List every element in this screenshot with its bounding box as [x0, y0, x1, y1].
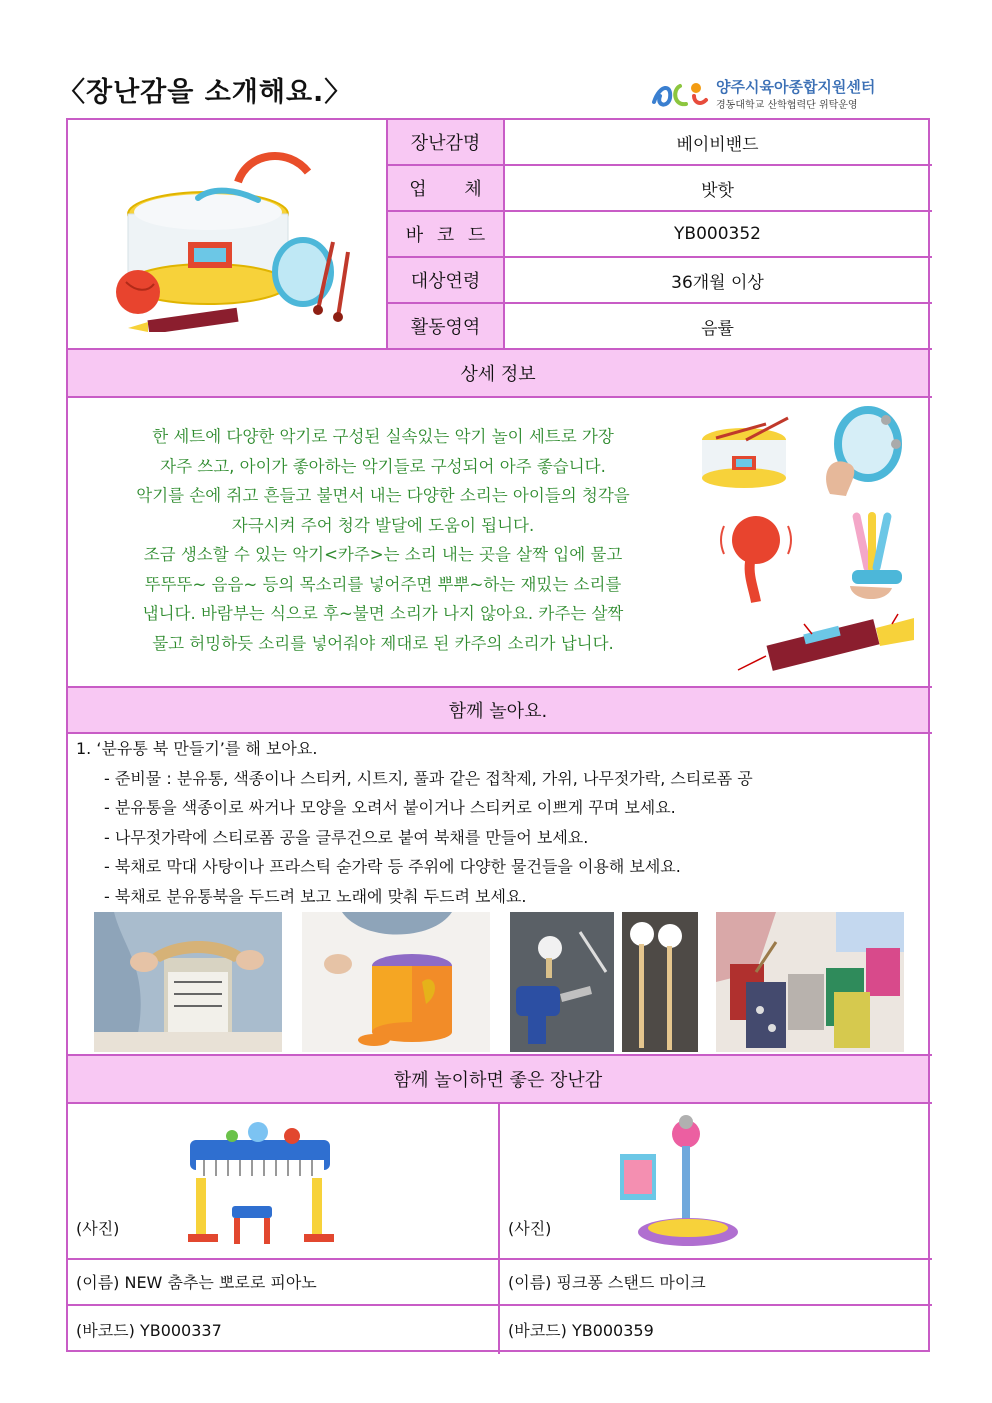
activity-item: - 준비물 : 분유통, 색종이나 스티커, 시트지, 풀과 같은 접착제, 가위, 나무젓가락, 스티로폼 공 [104, 768, 753, 788]
kazoo-photo [708, 610, 928, 682]
logo-name: 양주시육아종합지원센터 [716, 78, 876, 96]
label-barcode [388, 212, 503, 256]
detail-heading: 상세 정보 [68, 350, 928, 396]
recommend-heading: 함께 놀이하면 좋은 장난감 [68, 1056, 928, 1102]
activity-photo-can-drums [716, 912, 904, 1052]
activity-list [76, 734, 926, 911]
activity-item: - 북채로 막대 사탕이나 프라스틱 숟가락 등 주위에 다양한 물건들을 이용해 보세요. [104, 857, 681, 876]
label-barcode-text: 바 코 드 [405, 225, 486, 246]
pinkfong-mic-photo [616, 1110, 746, 1250]
activity-photo-drumsticks [622, 912, 698, 1052]
value-barcode: YB000352 [674, 224, 761, 244]
activity-title: 1. ‘분유통 북 만들기’를 해 보아요. [76, 739, 318, 758]
toy-info-sheet [66, 118, 930, 1352]
rec-name-2: (이름) 핑크퐁 스탠드 마이크 [508, 1273, 706, 1292]
value-toy-name: 베이비밴드 [676, 134, 759, 155]
detail-line: 뚜뚜뚜~ 음음~ 등의 목소리를 넣어주면 뿌뿌~하는 재밌는 소리를 [144, 574, 622, 594]
rec-barcode-1: (바코드) YB000337 [76, 1321, 222, 1340]
value-company: 밧핫 [701, 180, 734, 201]
label-company-text: 업 체 [409, 179, 482, 200]
logo-mark-icon [650, 76, 712, 112]
play-heading: 함께 놀아요. [68, 688, 928, 732]
activity-item: - 분유통을 색종이로 싸거나 모양을 오려서 붙이거나 스티커로 이쁘게 꾸며 보세요. [104, 798, 676, 817]
detail-line: 악기를 손에 쥐고 흔들고 불면서 내는 다양한 소리는 아이들의 청각을 [136, 486, 630, 505]
value-activity-area: 음률 [701, 318, 734, 339]
activity-photo-can [94, 912, 282, 1052]
rec-barcode-2: (바코드) YB000359 [508, 1321, 654, 1340]
label-toy-name: 장난감명 [388, 120, 503, 164]
activity-photo-glue-gun [510, 912, 614, 1052]
detail-line: 한 세트에 다양한 악기로 구성된 실속있는 악기 놀이 세트로 가장 [152, 427, 614, 446]
activity-item: - 나무젓가락에 스티로폼 공을 글루건으로 붙여 북채를 만들어 보세요. [104, 827, 589, 847]
page-title: 〈장난감을 소개해요.〉 [58, 77, 353, 108]
maraca-photo [710, 506, 800, 606]
value-target-age: 36개월 이상 [671, 272, 764, 293]
rattle-sticks-photo [822, 506, 918, 606]
detail-text [78, 422, 688, 658]
detail-line: 자극시켜 주어 청각 발달에 도움이 됩니다. [231, 515, 535, 535]
logo-subtitle: 경동대학교 산학협력단 위탁운영 [716, 100, 858, 111]
activity-item: - 북채로 분유통북을 두드려 보고 노래에 맞춰 두드려 보세요. [104, 886, 527, 906]
detail-line: 조금 생소할 수 있는 악기<카주>는 소리 내는 곳을 살짝 입에 물고 [143, 545, 623, 564]
label-target-age: 대상연령 [388, 258, 503, 302]
drum-detail-photo [696, 410, 796, 500]
pororo-piano-photo [176, 1110, 344, 1250]
detail-line: 물고 허밍하듯 소리를 넣어줘야 제대로 된 카주의 소리가 납니다. [152, 633, 614, 653]
center-logo [650, 76, 920, 112]
activity-photo-decorated-drum [302, 912, 490, 1052]
detail-line: 자주 쓰고, 아이가 좋아하는 악기들로 구성되어 아주 좋습니다. [160, 456, 606, 476]
rec-name-1: (이름) NEW 춤추는 뽀로로 피아노 [76, 1273, 317, 1292]
tambourine-photo [810, 404, 910, 500]
detail-line: 냅니다. 바람부는 식으로 후~불면 소리가 나지 않아요. 카주는 살짝 [142, 604, 624, 623]
label-activity-area: 활동영역 [388, 304, 503, 348]
baby-band-photo [88, 142, 368, 332]
rec-photo-label-2: (사진) [508, 1219, 552, 1238]
label-company [388, 166, 503, 210]
rec-photo-label-1: (사진) [76, 1219, 120, 1238]
